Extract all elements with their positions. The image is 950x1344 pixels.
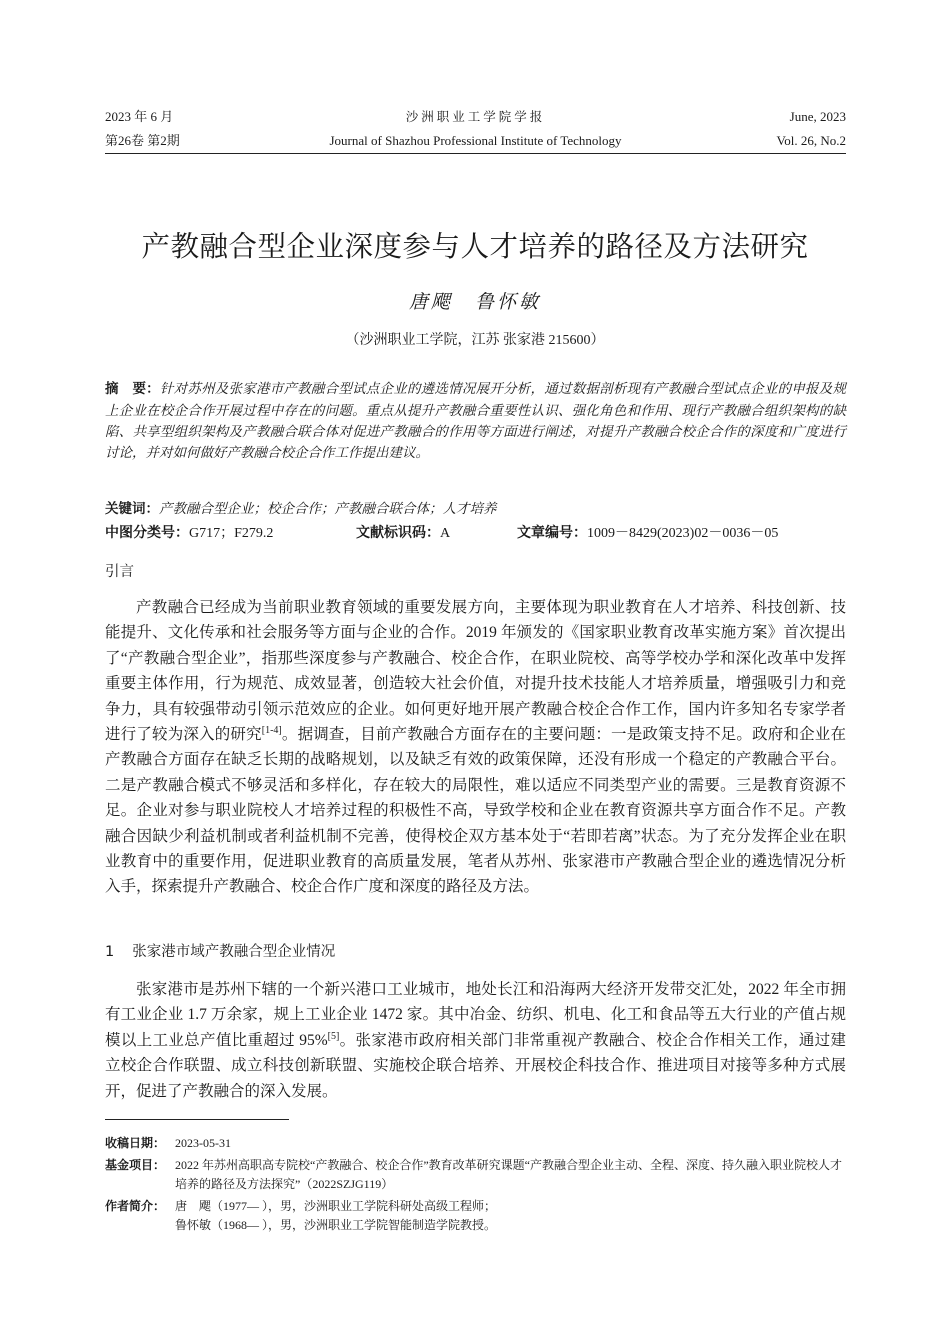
intro-text-a: 产教融合已经成为当前职业教育领域的重要发展方向，主要体现为职业教育在人才培养、科技创新、技能提升、文化传承和社会服务等方面与企业的合作。2019 年颁发的《国家职业教育改革实施方案》首次提出了“产教融合型企业”，指那些深度参与产教融合、校企合作，在职业院校、高等学校办学和深化改革中发挥重要主体作用，行为规范、成效显著，创造较大社会价值，对提升技术技能人才培养质量，增强吸引力和竞争力，具有较强带动引领示范效应的企业。如何更好地开展产教融合校企合作工作，国内许多知名专家学者进行了较为深入的研究 [105, 599, 846, 744]
keywords-label: 关键词： [105, 501, 159, 517]
section-heading-intro: 引言 [105, 564, 134, 580]
header-divider [105, 153, 846, 154]
document-code [356, 523, 450, 544]
section-1-paragraph [105, 977, 846, 1104]
section-1-title: 张家港市域产教融合型企业情况 [132, 944, 336, 960]
article-number [517, 523, 778, 544]
abstract-text: 针对苏州及张家港市产教融合型试点企业的遴选情况展开分析，通过数据剖析现有产教融合型试点企业的申报及规上企业在校企合作开展过程中存在的问题。重点从提升产教融合重要性认识、强化角色和作用、现行产教融合组织架构的缺陷、共享型组织架构及产教融合联合体对促进产教融合的作用等方面进行阐述，对提升产教融合校企合作的深度和广度进行讨论，并对如何做好产教融合校企合作工作提出建议。 [105, 381, 846, 460]
received-label: 收稿日期： [105, 1136, 166, 1150]
citation-ref[interactable]: [5] [327, 1030, 340, 1042]
abstract-label: 摘 要： [105, 381, 160, 397]
header-journal-name-en: Journal of Shazhou Professional Institute of Technology [329, 133, 622, 148]
intro-paragraph [105, 595, 846, 900]
clc-number [105, 523, 273, 544]
bio-line-1: 唐 飔（1977— ），男，沙洲职业工学院科研处高级工程师； [175, 1199, 497, 1213]
footnote-fund [105, 1156, 846, 1194]
bio-line-2: 鲁怀敏（1968— ），男，沙洲职业工学院智能制造学院教授。 [175, 1218, 497, 1232]
bio-lines [175, 1197, 846, 1235]
section-1-text-a: 张家港市是苏州下辖的一个新兴港口工业城市，地处长江和沿海两大经济开发带交汇处，2022 年全市拥有工业企业 1.7 万余家，规上工业企业 1472 家。其中冶金、纺织、机电、化工和食品等五大行业的产值占规模以上工业总产值比重超过 95% [105, 981, 846, 1049]
clc-value: G717；F279.2 [189, 526, 274, 541]
article-number-value: 1009－8429(2023)02－0036－05 [587, 526, 779, 541]
article-authors: 唐飔 鲁怀敏 [408, 292, 541, 313]
header-volume-en: Vol. 26, No.2 [776, 133, 846, 148]
section-1-text-b: 。张家港市政府相关部门非常重视产教融合、校企合作相关工作，通过建立校企合作联盟、成立科技创新联盟、实施校企联合培养、开展校企科技合作、推进项目对接等多种方式展开，促进了产教融合的深入发展。 [105, 1031, 846, 1100]
footnote-received [105, 1134, 846, 1153]
keywords-text: 产教融合型企业；校企合作；产教融合联合体；人才培养 [159, 501, 497, 516]
clc-label: 中图分类号： [105, 525, 189, 541]
header-volume-cn: 第26卷 第2期 [105, 133, 180, 148]
fund-value: 2022 年苏州高职高专院校“产教融合、校企合作”教育改革研究课题“产教融合型企业主动、全程、深度、持久融入职业院校人才培养的路径及方法探究”（2022SZJG119） [175, 1158, 842, 1191]
doc-code-label: 文献标识码： [356, 525, 440, 541]
section-1-number: 1 [105, 944, 115, 960]
intro-text-b: 。据调查，目前产教融合方面存在的主要问题：一是政策支持不足。政府和企业在产教融合方面存在缺乏长期的战略规划，以及缺乏有效的政策保障，还没有形成一个稳定的产教融合平台。二是产教融合模式不够灵活和多样化，存在较大的局限性，难以适应不同类型产业的需要。三是教育资源不足。企业对参与职业院校人才培养过程的积极性不高，导致学校和企业在教育资源共享方面合作不足。产教融合因缺少利益机制或者利益机制不完善，使得校企双方基本处于“若即若离”状态。为了充分发挥企业在职业教育中的重要作用，促进职业教育的高质量发展，笔者从苏州、张家港市产教融合型企业的遴选情况分析入手，探索提升产教融合、校企合作广度和深度的路径及方法。 [105, 726, 846, 896]
footnote-divider [105, 1119, 289, 1120]
header-date-en: June, 2023 [789, 109, 846, 124]
section-heading-1 [105, 941, 846, 963]
article-number-label: 文章编号： [517, 525, 587, 541]
citation-ref[interactable]: [1-4] [261, 724, 282, 736]
header-date-cn: 2023 年 6 月 [105, 109, 174, 124]
keywords [105, 498, 846, 520]
header-journal-name-cn: 沙洲职业工学院学报 [405, 109, 546, 124]
fund-label: 基金项目： [105, 1158, 166, 1172]
received-value: 2023-05-31 [175, 1136, 231, 1150]
abstract [105, 378, 846, 463]
article-title: 产教融合型企业深度参与人才培养的路径及方法研究 [141, 230, 809, 263]
doc-code-value: A [440, 526, 451, 541]
article-affiliation: （沙洲职业工学院，江苏 张家港 215600） [345, 333, 605, 348]
bio-label: 作者简介： [105, 1199, 166, 1213]
footnote-author-bio [105, 1197, 846, 1235]
